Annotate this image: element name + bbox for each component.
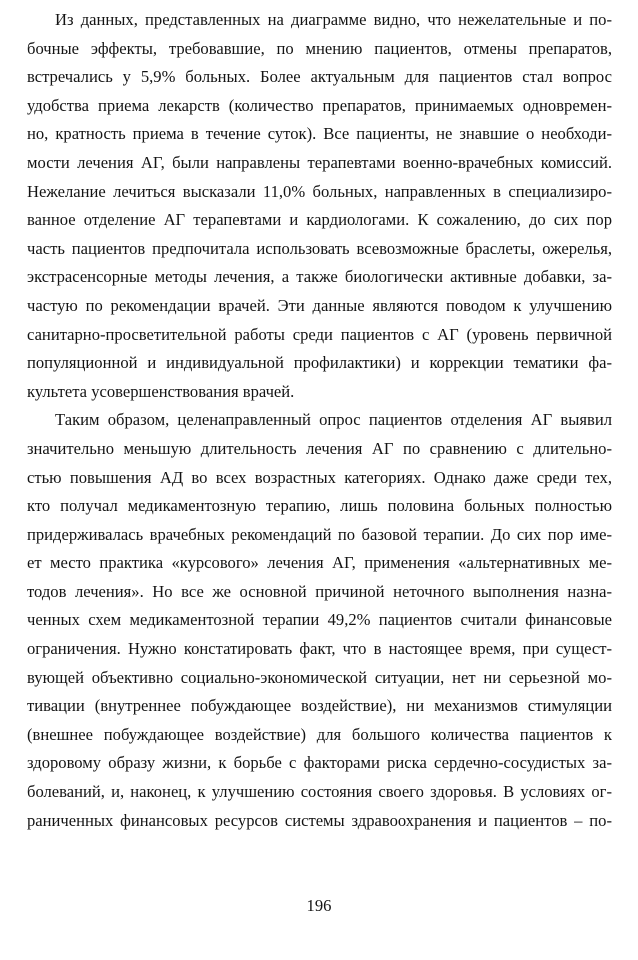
text-line: ограничения. Нужно констатировать факт, что в настоящее время, при сущест- xyxy=(27,639,612,659)
text-line: популяционной и индивидуальной профилактики) и коррекции тематики фа- xyxy=(27,353,612,373)
text-line: частую по рекомендации врачей. Эти данные являются поводом к улучшению xyxy=(27,295,612,315)
paragraph-2 xyxy=(27,406,612,835)
text-line: кто получал медикаментозную терапию, лишь половина больных полностью xyxy=(27,496,612,516)
text-line: здоровому образу жизни, к борьбе с факторами риска сердечно-сосудистых за- xyxy=(27,753,612,773)
text-line: раниченных финансовых ресурсов системы здравоохранения и пациентов – по- xyxy=(27,810,612,830)
text-line: тивации (внутреннее побуждающее воздействие), ни механизмов стимуляции xyxy=(27,696,612,716)
text-line: экстрасенсорные методы лечения, а также биологически активные добавки, за- xyxy=(27,267,612,287)
text-line: часть пациентов предпочитала использовать всевозможные браслеты, ожерелья, xyxy=(27,238,612,258)
body-text xyxy=(27,6,612,835)
text-line: ет место практика «курсового» лечения АГ, применения «альтернативных ме- xyxy=(27,553,612,573)
text-line: ванное отделение АГ терапевтами и кардиологами. К сожалению, до сих пор xyxy=(27,210,612,230)
text-line: (внешнее побуждающее воздействие) для большого количества пациентов к xyxy=(27,724,612,744)
text-line: придерживалась врачебных рекомендаций по базовой терапии. До сих пор име- xyxy=(27,524,612,544)
text-line: бочные эффекты, требовавшие, по мнению пациентов, отмены препаратов, xyxy=(27,38,612,58)
paragraph-1 xyxy=(27,6,612,406)
text-line: культета усовершенствования врачей. xyxy=(27,381,295,401)
page-number: 196 xyxy=(306,896,332,915)
text-line: санитарно-просветительной работы среди пациентов с АГ (уровень первичной xyxy=(27,324,612,344)
text-line: Из данных, представленных на диаграмме видно, что нежелательные и по- xyxy=(55,10,612,29)
text-line: Таким образом, целенаправленный опрос пациентов отделения АГ выявил xyxy=(55,410,612,430)
text-line: но, кратность приема в течение суток). Все пациенты, не знавшие о необходи- xyxy=(27,124,612,144)
text-line: мости лечения АГ, были направлены терапевтами военно-врачебных комиссий. xyxy=(27,152,612,172)
text-line: ченных схем медикаментозной терапии 49,2% пациентов считали финансовые xyxy=(27,610,612,630)
text-line: вующей объективно социально-экономической ситуации, нет ни серьезной мо- xyxy=(27,667,612,687)
text-line: Нежелание лечиться высказали 11,0% больных, направленных в специализиро- xyxy=(27,181,612,201)
text-line: встречались у 5,9% больных. Более актуальным для пациентов стал вопрос xyxy=(27,67,612,87)
text-line: значительно меньшую длительность лечения АГ по сравнению с длительно- xyxy=(27,438,612,458)
text-line: стью повышения АД во всех возрастных категориях. Однако даже среди тех, xyxy=(27,467,612,487)
text-line: болеваний, и, наконец, к улучшению состояния своего здоровья. В условиях ог- xyxy=(27,782,612,802)
text-line: тодов лечения». Но все же основной причиной неточного выполнения назна- xyxy=(27,581,612,601)
text-line: удобства приема лекарств (количество препаратов, принимаемых одновремен- xyxy=(27,95,612,115)
